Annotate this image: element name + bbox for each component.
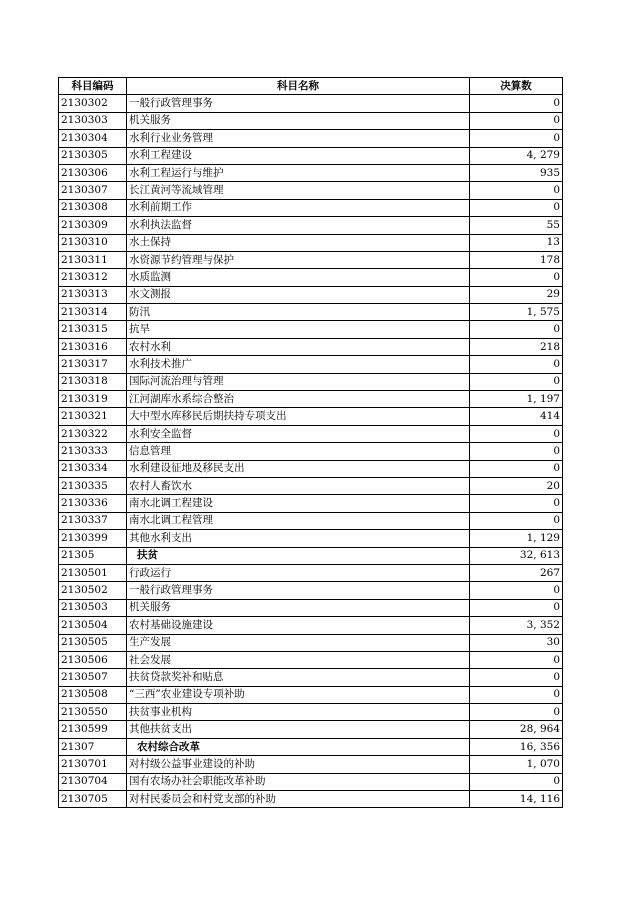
amount-cell: 0 bbox=[470, 773, 563, 790]
table-row bbox=[59, 112, 563, 129]
amount-cell: 935 bbox=[470, 164, 563, 181]
amount-cell: 0 bbox=[470, 669, 563, 686]
code-cell: 2130333 bbox=[59, 443, 127, 460]
name-cell: 水利工程运行与维护 bbox=[127, 164, 470, 181]
amount-cell: 0 bbox=[470, 95, 563, 112]
name-cell: 水质监测 bbox=[127, 269, 470, 286]
table-row bbox=[59, 217, 563, 234]
amount-cell: 1, 575 bbox=[470, 304, 563, 321]
amount-cell: 0 bbox=[470, 443, 563, 460]
table-row bbox=[59, 495, 563, 512]
amount-cell: 1, 197 bbox=[470, 391, 563, 408]
code-cell: 2130305 bbox=[59, 147, 127, 164]
name-cell: 防汛 bbox=[127, 304, 470, 321]
amount-cell: 0 bbox=[470, 425, 563, 442]
name-cell: 水利前期工作 bbox=[127, 199, 470, 216]
code-cell: 2130316 bbox=[59, 338, 127, 355]
amount-cell: 1, 070 bbox=[470, 756, 563, 773]
table-row bbox=[59, 199, 563, 216]
code-cell: 2130313 bbox=[59, 286, 127, 303]
name-cell: 一般行政管理事务 bbox=[127, 582, 470, 599]
header-name: 科目名称 bbox=[127, 78, 470, 95]
code-cell: 2130319 bbox=[59, 391, 127, 408]
name-cell: 水利工程建设 bbox=[127, 147, 470, 164]
code-cell: 2130337 bbox=[59, 512, 127, 529]
name-cell: 水利安全监督 bbox=[127, 425, 470, 442]
table-row bbox=[59, 634, 563, 651]
code-cell: 2130599 bbox=[59, 721, 127, 738]
table-row bbox=[59, 460, 563, 477]
code-cell: 2130312 bbox=[59, 269, 127, 286]
code-cell: 2130505 bbox=[59, 634, 127, 651]
table-row bbox=[59, 756, 563, 773]
code-cell: 2130318 bbox=[59, 373, 127, 390]
table-row bbox=[59, 182, 563, 199]
code-cell: 2130315 bbox=[59, 321, 127, 338]
name-cell: 扶贫事业机构 bbox=[127, 704, 470, 721]
amount-cell: 13 bbox=[470, 234, 563, 251]
amount-cell: 1, 129 bbox=[470, 530, 563, 547]
code-cell: 21307 bbox=[59, 738, 127, 755]
amount-cell: 0 bbox=[470, 182, 563, 199]
amount-cell: 218 bbox=[470, 338, 563, 355]
name-cell: 对村民委员会和村党支部的补助 bbox=[127, 791, 470, 808]
table-row bbox=[59, 130, 563, 147]
table-row bbox=[59, 738, 563, 755]
table-row bbox=[59, 408, 563, 425]
name-cell: 国际河流治理与管理 bbox=[127, 373, 470, 390]
name-cell: 社会发展 bbox=[127, 651, 470, 668]
table-row bbox=[59, 304, 563, 321]
table-row bbox=[59, 791, 563, 808]
amount-cell: 0 bbox=[470, 495, 563, 512]
name-cell: 信息管理 bbox=[127, 443, 470, 460]
name-cell: 长江黄河等流域管理 bbox=[127, 182, 470, 199]
table-row bbox=[59, 530, 563, 547]
table-row bbox=[59, 773, 563, 790]
table-row bbox=[59, 477, 563, 494]
amount-cell: 0 bbox=[470, 130, 563, 147]
code-cell: 2130506 bbox=[59, 651, 127, 668]
table-row bbox=[59, 164, 563, 181]
amount-cell: 178 bbox=[470, 251, 563, 268]
code-cell: 2130334 bbox=[59, 460, 127, 477]
table-row bbox=[59, 391, 563, 408]
name-cell: 机关服务 bbox=[127, 599, 470, 616]
name-cell: 水利建设征地及移民支出 bbox=[127, 460, 470, 477]
name-cell: 扶贫 bbox=[127, 547, 470, 564]
code-cell: 2130302 bbox=[59, 95, 127, 112]
table-row bbox=[59, 321, 563, 338]
amount-cell: 0 bbox=[470, 269, 563, 286]
name-cell: 对村级公益事业建设的补助 bbox=[127, 756, 470, 773]
name-cell: 扶贫贷款奖补和贴息 bbox=[127, 669, 470, 686]
code-cell: 2130314 bbox=[59, 304, 127, 321]
code-cell: 2130309 bbox=[59, 217, 127, 234]
code-cell: 2130504 bbox=[59, 617, 127, 634]
code-cell: 2130307 bbox=[59, 182, 127, 199]
amount-cell: 20 bbox=[470, 477, 563, 494]
table-row bbox=[59, 338, 563, 355]
amount-cell: 0 bbox=[470, 112, 563, 129]
amount-cell: 414 bbox=[470, 408, 563, 425]
name-cell: 国有农场办社会职能改革补助 bbox=[127, 773, 470, 790]
code-cell: 2130502 bbox=[59, 582, 127, 599]
code-cell: 2130304 bbox=[59, 130, 127, 147]
code-cell: 21305 bbox=[59, 547, 127, 564]
amount-cell: 0 bbox=[470, 199, 563, 216]
table-row bbox=[59, 234, 563, 251]
table-row bbox=[59, 356, 563, 373]
code-cell: 2130317 bbox=[59, 356, 127, 373]
amount-cell: 0 bbox=[470, 599, 563, 616]
amount-cell: 0 bbox=[470, 704, 563, 721]
amount-cell: 0 bbox=[470, 460, 563, 477]
amount-cell: 16, 356 bbox=[470, 738, 563, 755]
table-row bbox=[59, 95, 563, 112]
name-cell: 机关服务 bbox=[127, 112, 470, 129]
table-row bbox=[59, 651, 563, 668]
name-cell: 农村综合改革 bbox=[127, 738, 470, 755]
amount-cell: 14, 116 bbox=[470, 791, 563, 808]
name-cell: 水利技术推广 bbox=[127, 356, 470, 373]
name-cell: 水土保持 bbox=[127, 234, 470, 251]
name-cell: 水文测报 bbox=[127, 286, 470, 303]
name-cell: 其他水利支出 bbox=[127, 530, 470, 547]
name-cell: 江河湖库水系综合整治 bbox=[127, 391, 470, 408]
table-row bbox=[59, 443, 563, 460]
name-cell: 农村水利 bbox=[127, 338, 470, 355]
name-cell: 生产发展 bbox=[127, 634, 470, 651]
name-cell: 其他扶贫支出 bbox=[127, 721, 470, 738]
code-cell: 2130308 bbox=[59, 199, 127, 216]
code-cell: 2130306 bbox=[59, 164, 127, 181]
table-row bbox=[59, 512, 563, 529]
amount-cell: 30 bbox=[470, 634, 563, 651]
code-cell: 2130701 bbox=[59, 756, 127, 773]
name-cell: 一般行政管理事务 bbox=[127, 95, 470, 112]
code-cell: 2130550 bbox=[59, 704, 127, 721]
name-cell: 农村人畜饮水 bbox=[127, 477, 470, 494]
code-cell: 2130303 bbox=[59, 112, 127, 129]
code-cell: 2130503 bbox=[59, 599, 127, 616]
amount-cell: 55 bbox=[470, 217, 563, 234]
table-header-row bbox=[59, 78, 563, 95]
amount-cell: 29 bbox=[470, 286, 563, 303]
table-row bbox=[59, 373, 563, 390]
table-row bbox=[59, 547, 563, 564]
table-row bbox=[59, 286, 563, 303]
table-body bbox=[59, 95, 563, 808]
table-row bbox=[59, 269, 563, 286]
code-cell: 2130322 bbox=[59, 425, 127, 442]
budget-table bbox=[58, 77, 563, 808]
code-cell: 2130336 bbox=[59, 495, 127, 512]
amount-cell: 32, 613 bbox=[470, 547, 563, 564]
name-cell: 农村基础设施建设 bbox=[127, 617, 470, 634]
code-cell: 2130335 bbox=[59, 477, 127, 494]
code-cell: 2130399 bbox=[59, 530, 127, 547]
name-cell: 大中型水库移民后期扶持专项支出 bbox=[127, 408, 470, 425]
table-row bbox=[59, 617, 563, 634]
table-row bbox=[59, 147, 563, 164]
header-amount: 决算数 bbox=[470, 78, 563, 95]
table-row bbox=[59, 564, 563, 581]
amount-cell: 4, 279 bbox=[470, 147, 563, 164]
table-row bbox=[59, 599, 563, 616]
amount-cell: 0 bbox=[470, 651, 563, 668]
name-cell: 水资源节约管理与保护 bbox=[127, 251, 470, 268]
code-cell: 2130508 bbox=[59, 686, 127, 703]
amount-cell: 28, 964 bbox=[470, 721, 563, 738]
amount-cell: 0 bbox=[470, 582, 563, 599]
amount-cell: 267 bbox=[470, 564, 563, 581]
name-cell: 南水北调工程管理 bbox=[127, 512, 470, 529]
name-cell: 水利行业业务管理 bbox=[127, 130, 470, 147]
table-row bbox=[59, 251, 563, 268]
name-cell: 抗旱 bbox=[127, 321, 470, 338]
amount-cell: 0 bbox=[470, 321, 563, 338]
header-code: 科目编码 bbox=[59, 78, 127, 95]
amount-cell: 0 bbox=[470, 686, 563, 703]
code-cell: 2130704 bbox=[59, 773, 127, 790]
amount-cell: 0 bbox=[470, 356, 563, 373]
amount-cell: 0 bbox=[470, 512, 563, 529]
table-row bbox=[59, 704, 563, 721]
name-cell: 水利执法监督 bbox=[127, 217, 470, 234]
code-cell: 2130321 bbox=[59, 408, 127, 425]
code-cell: 2130311 bbox=[59, 251, 127, 268]
code-cell: 2130501 bbox=[59, 564, 127, 581]
name-cell: “三西”农业建设专项补助 bbox=[127, 686, 470, 703]
amount-cell: 0 bbox=[470, 373, 563, 390]
name-cell: 行政运行 bbox=[127, 564, 470, 581]
code-cell: 2130310 bbox=[59, 234, 127, 251]
amount-cell: 3, 352 bbox=[470, 617, 563, 634]
table-row bbox=[59, 686, 563, 703]
name-cell: 南水北调工程建设 bbox=[127, 495, 470, 512]
code-cell: 2130507 bbox=[59, 669, 127, 686]
table-row bbox=[59, 582, 563, 599]
table-row bbox=[59, 669, 563, 686]
table-row bbox=[59, 425, 563, 442]
table-row bbox=[59, 721, 563, 738]
code-cell: 2130705 bbox=[59, 791, 127, 808]
